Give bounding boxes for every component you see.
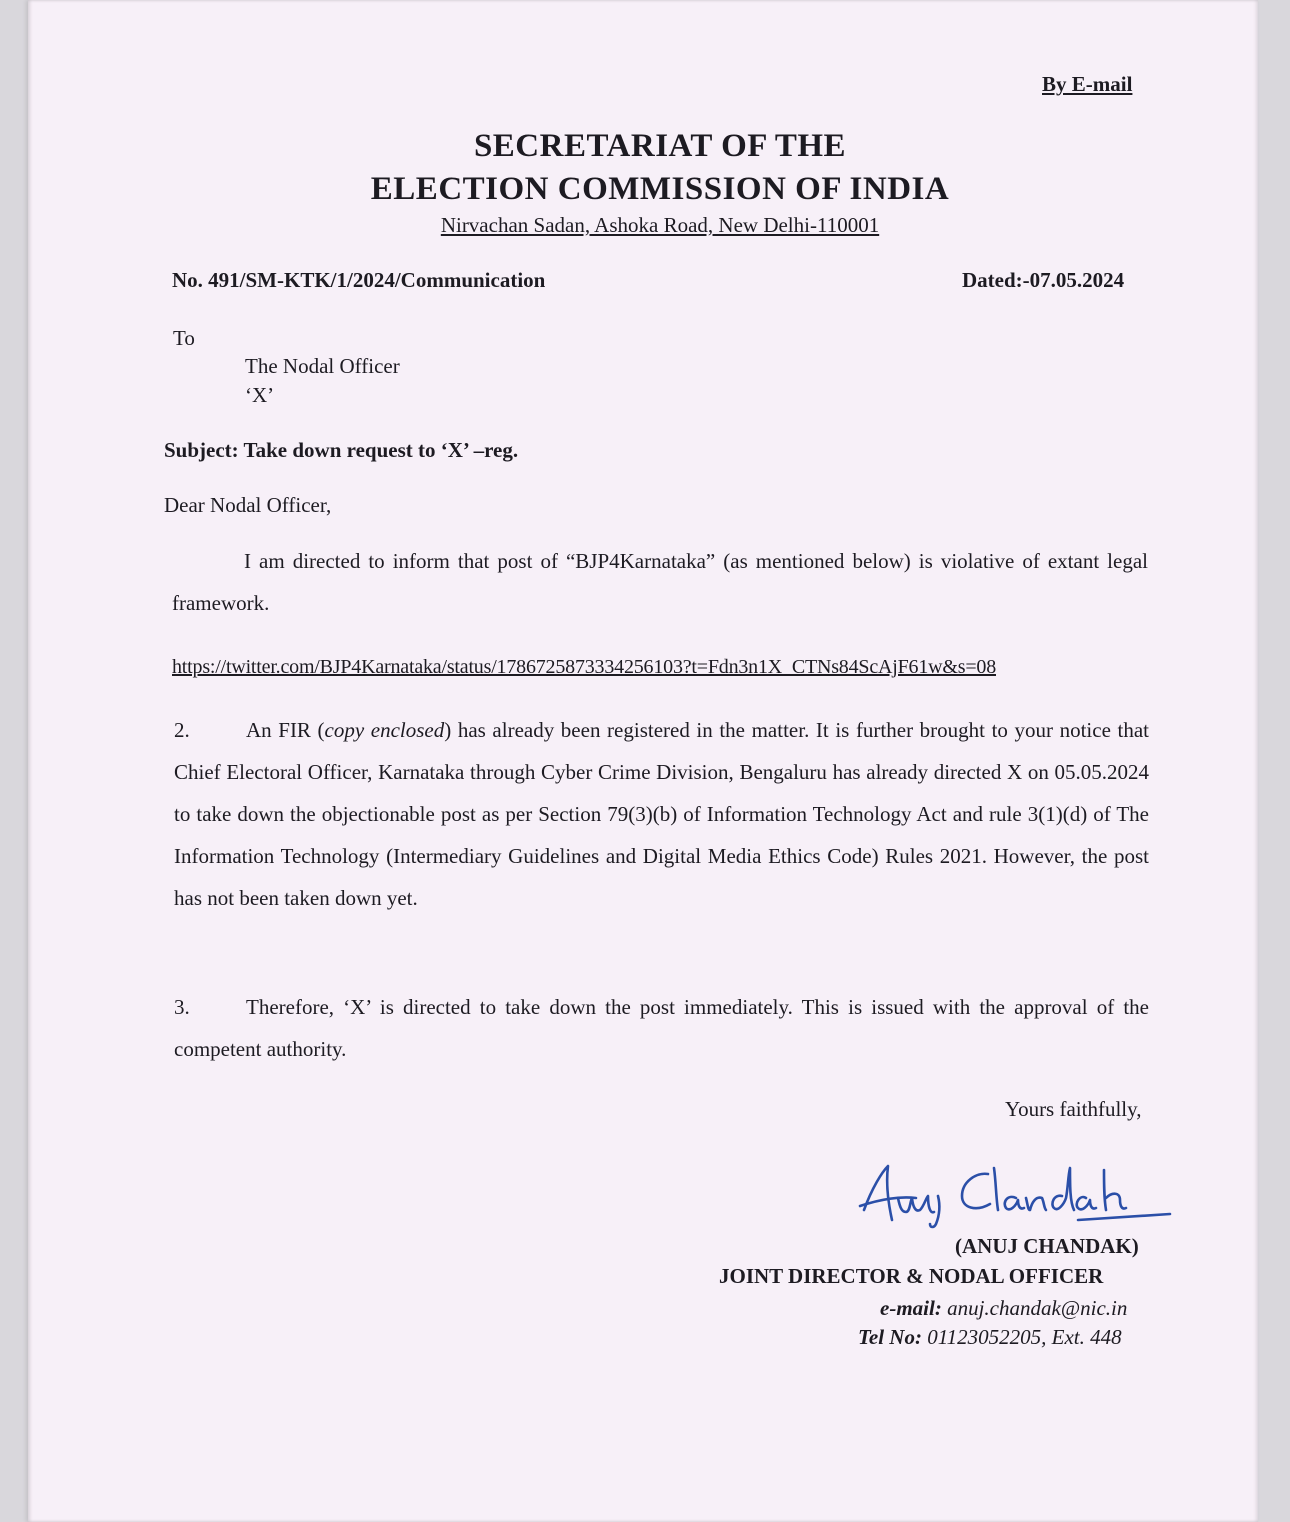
email-value[interactable]: anuj.chandak@nic.in — [941, 1296, 1128, 1320]
email-label: e-mail: — [880, 1296, 942, 1320]
tel-label: Tel No: — [858, 1325, 922, 1349]
paragraph-2-italic: copy enclosed — [324, 718, 445, 742]
signatory-phone — [858, 1325, 1122, 1350]
signatory-name: (ANUJ CHANDAK) — [955, 1234, 1139, 1258]
paragraph-1: I am directed to inform that post of “BJP4Karnataka” (as mentioned below) is violative of extant legal framework. — [172, 549, 1148, 615]
paragraph-3 — [174, 986, 1149, 1070]
handwritten-signature — [858, 1158, 1178, 1230]
post-link[interactable]: https://twitter.com/BJP4Karnataka/status/1786725873334256103?t=Fdn3n1X_CTNs84ScAjF61w&s=08 — [172, 656, 996, 678]
paragraph-2 — [174, 709, 1149, 919]
signatory-designation: JOINT DIRECTOR & NODAL OFFICER — [719, 1264, 1104, 1288]
letter-date: Dated:-07.05.2024 — [962, 268, 1125, 292]
org-title-line1: SECRETARIAT OF THE — [473, 128, 847, 164]
recipient-title: The Nodal Officer — [245, 354, 400, 378]
recipient-to: To — [173, 326, 195, 350]
paragraph-3-number: 3. — [174, 995, 190, 1019]
delivery-mode: By E-mail — [1042, 72, 1133, 96]
subject-line: Subject: Take down request to ‘X’ –reg. — [164, 438, 519, 462]
recipient-org: ‘X’ — [245, 383, 275, 407]
paragraph-2-number: 2. — [174, 718, 190, 742]
signatory-email — [880, 1296, 1127, 1321]
paragraph-2-text-end: ) has already been registered in the matter. It is further brought to your notice that Chief Electoral Officer, Karnataka through Cyber Crime Division, Bengaluru has already directed X on 05.05.2024 to take down the objectionable post as per Section 79(3)(b) of Information Technology Act and rule 3(1)(d) of The Information Technology (Intermediary Guidelines and Digital Media Ethics Code) Rules 2021. However, the post has not been taken down yet. — [174, 718, 1149, 910]
org-title-line2: ELECTION COMMISSION OF INDIA — [370, 171, 950, 207]
salutation: Dear Nodal Officer, — [164, 493, 332, 517]
paragraph-3-text: Therefore, ‘X’ is directed to take down the post immediately. This is issued with the approval of the competent authority. — [174, 995, 1149, 1061]
reference-number: No. 491/SM-KTK/1/2024/Communication — [172, 268, 546, 292]
paragraph-2-text-start: An FIR ( — [246, 718, 325, 742]
org-address: Nirvachan Sadan, Ashoka Road, New Delhi-110001 — [440, 213, 880, 237]
tel-value: 01123052205, Ext. 448 — [921, 1325, 1122, 1349]
closing: Yours faithfully, — [1005, 1097, 1142, 1121]
